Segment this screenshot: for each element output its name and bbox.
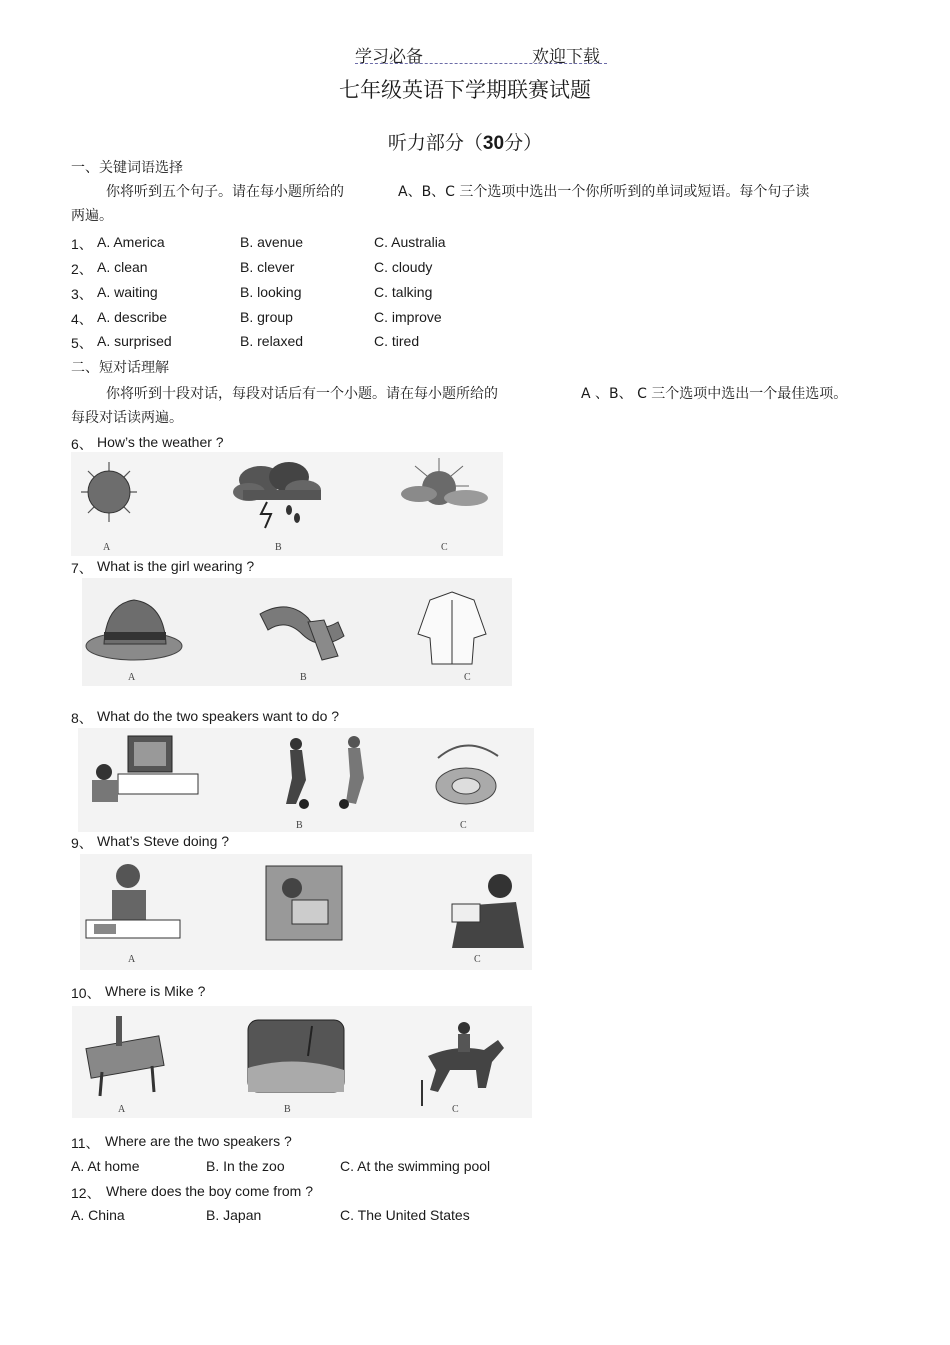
subtitle-score: 30 [482,133,505,154]
option-b: B. avenue [240,234,304,250]
option-b: B. group [240,309,293,325]
option-c: C. improve [374,309,442,325]
section1-heading: 一、关键词语选择 [71,160,183,176]
option-b: B. looking [240,284,302,300]
header-right-text: 欢迎下载 [532,47,600,67]
option-c: C. Australia [374,234,446,250]
picture-label: C [452,1104,459,1115]
sleeping-icon [266,866,342,940]
question-number: 11、 [71,1135,100,1151]
option-a: A. surprised [97,333,172,349]
picture-label: A [128,672,136,683]
option-a: A. China [71,1207,125,1223]
option-c: C. The United States [340,1207,470,1223]
picture-label: C [460,820,467,831]
picture-label: A [103,542,111,553]
option-c: C. talking [374,284,433,300]
option-b: B. In the zoo [206,1158,285,1174]
question-number: 12、 [71,1185,101,1201]
question-text: What is the girl wearing ? [97,558,255,574]
question-number: 1、 [71,236,93,252]
section2-heading: 二、短对话理解 [71,360,169,376]
picture-label: C [441,542,448,553]
picture-label: C [474,954,481,965]
activity-pictures [78,728,534,832]
weather-pictures [71,452,503,556]
section2-instruction-b: A 、B、 C 三个选项中选出一个最佳选项。 [581,386,848,402]
section-subtitle [0,128,930,155]
question-text: What do the two speakers want to do ? [97,708,340,724]
question-number: 8、 [71,710,93,726]
header-dashed-underline [355,63,607,64]
question-text: What’s Steve doing ? [97,833,230,849]
option-b: B. relaxed [240,333,304,349]
picture-label: C [464,672,471,683]
steve-pictures [80,854,532,970]
picture-label: B [296,820,303,831]
location-pictures [72,1006,532,1118]
question-number: 7、 [71,560,93,576]
picture-label: B [300,672,307,683]
subtitle-prefix: 听力部分（ [387,132,483,154]
option-a: A. clean [97,259,148,275]
picture-label: A [118,1104,126,1115]
option-a: A. describe [97,309,168,325]
section1-instruction-2: 两遍。 [71,208,113,224]
question-text: Where is Mike ? [105,983,206,999]
picture-label: A [128,954,136,965]
question-text: Where are the two speakers ? [105,1133,292,1149]
section2-instruction-a: 你将听到十段对话，每段对话后有一个小题。请在每小题所给的 [106,386,498,402]
option-a: A. At home [71,1158,140,1174]
question-number: 3、 [71,286,93,302]
option-c: C. tired [374,333,420,349]
option-c: C. cloudy [374,259,433,275]
picture-label: B [284,1104,291,1115]
question-number: 2、 [71,261,93,277]
section1-instruction-a: 你将听到五个句子。请在每小题所给的 [106,184,344,200]
clothing-pictures [82,578,512,686]
question-number: 6、 [71,436,93,452]
option-c: C. At the swimming pool [340,1158,491,1174]
section2-instruction-2: 每段对话读两遍。 [71,410,183,426]
option-b: B. clever [240,259,295,275]
option-a: A. waiting [97,284,158,300]
picture-label: B [275,542,282,553]
beach-icon [248,1020,344,1092]
question-number: 9、 [71,835,93,851]
exam-title: 七年级英语下学期联赛试题 [339,78,591,102]
question-text: Where does the boy come from ? [106,1183,313,1199]
header-left-text: 学习必备 [355,47,423,67]
question-text: How’s the weather ? [97,434,224,450]
question-number: 10、 [71,985,101,1001]
option-b: B. Japan [206,1207,262,1223]
subtitle-suffix: 分） [504,132,543,154]
option-a: A. America [97,234,165,250]
section1-instruction-b: A、B、C 三个选项中选出一个你所听到的单词或短语。每个句子读 [398,184,810,200]
question-number: 4、 [71,311,93,327]
question-number: 5、 [71,335,93,351]
